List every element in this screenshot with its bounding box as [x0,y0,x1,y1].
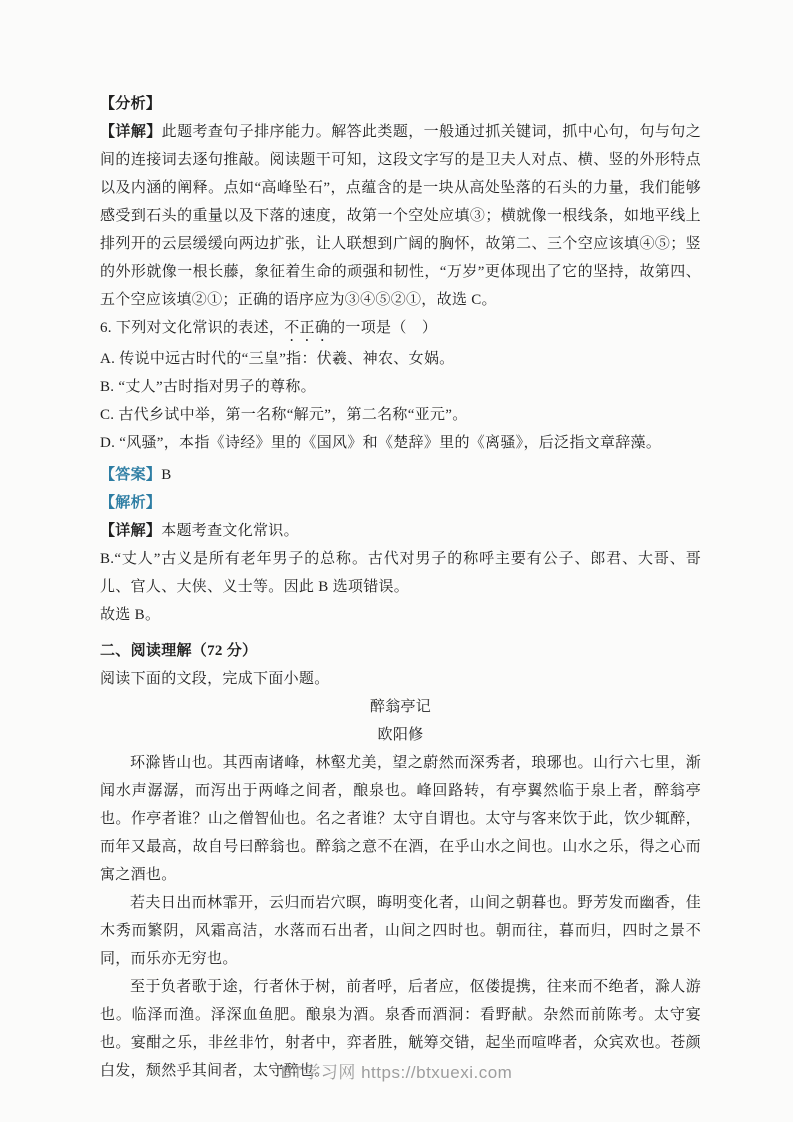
question-conclusion: 故选 B。 [100,607,161,623]
question-detail-intro: 本题考查文化常识。 [161,523,299,539]
essay-title: 醉翁亭记 [369,699,432,715]
analysis-label [100,90,701,118]
essay-paragraph-1: 环滁皆山也。其西南诸峰，林壑尤美，望之蔚然而深秀者，琅琊也。山行六七里，渐闻水声潺潺，而泻出于两峰之间者，酿泉也。峰回路转，有亭翼然临于泉上者，醉翁亭也。作亭者谁？山之僧智仙也。名之者谁？太守自谓也。太守与客来饮于此，饮少辄醉，而年又最高，故自号曰醉翁也。醉翁之意不在酒，在乎山水之间也。山水之乐，得之心而寓之酒也。 [100,755,701,883]
jiexi-label: 【解析】 [100,495,162,511]
essay-paragraph-2: 若夫日出而林霏开，云归而岩穴暝，晦明变化者，山间之朝暮也。野芳发而幽香，佳木秀而繁阴，风霜高洁，水落而石出者，山间之四时也。朝而往，暮而归，四时之景不同，而乐亦无穷也。 [100,895,701,967]
option-a-text: 传说中远古时代的“三皇”指：伏羲、神农、女娲。 [119,351,455,367]
option-b [100,373,701,401]
question-stem-prefix: 下列对文化常识的表述， [115,320,285,336]
option-c [100,401,701,429]
option-b-text: “丈人”古时指对男子的尊称。 [118,379,316,395]
question-stem [100,314,701,345]
option-d-label: D. [100,435,120,451]
analysis-block [100,90,701,314]
essay-author: 欧阳修 [377,727,424,743]
reading-instruction: 阅读下面的文段，完成下面小题。 [100,671,330,687]
analysis-detail-paragraph [100,118,701,314]
question-stem-emphasis: 不正确 [284,320,331,336]
analysis-label-text: 【分析】 [100,96,162,112]
detail-label: 【详解】 [100,124,162,140]
option-d [100,429,701,457]
option-a [100,345,701,373]
option-d-text: “风骚”，本指《诗经》里的《国风》和《楚辞》里的《离骚》，后泛指文章辞藻。 [119,435,662,451]
site-watermark-link[interactable]: BT学习网 https://btxuexi.com [280,1063,513,1082]
option-c-label: C. [100,407,119,423]
reading-section-heading: 二、阅读理解（72 分） [100,643,258,659]
question-detail-label: 【详解】 [100,523,162,539]
option-b-label: B. [100,379,119,395]
option-a-label: A. [100,351,120,367]
answer-line [100,461,701,489]
question-stem-suffix: 的一项是（ ） [330,320,438,336]
essay-paragraph-3: 至于负者歌于途，行者休于树，前者呼，后者应，伛偻提携，往来而不绝者，滁人游也。临泽而渔。泽深血鱼肥。酿泉为酒。泉香而酒洞：看野献。杂然而前陈考。太守宴也。宴酣之乐，非丝非竹，射者中，弈者胜，觥筹交错，起坐而喧哗者，众宾欢也。苍颜白发，颓然乎其间者，太守醉也。 [100,979,701,1079]
question-detail-intro-line [100,517,701,545]
question-number: 6. [100,320,116,336]
question-6-block [100,314,701,629]
detail-text: 此题考查句子排序能力。解答此类题，一般通过抓关键词，抓中心句，句与句之间的连接词去逐句推敲。阅读题干可知，这段文字写的是卫夫人对点、横、竖的外形特点以及内涵的阐释。点如“高峰坠石”，点蕴含的是一块从高处坠落的石头的力量，我们能够感受到石头的重量以及下落的速度，故第一个空处应填③；横就像一根线条，如地平线上排列开的云层缓缓向两边扩张，让人联想到广阔的胸怀，故第二、三个空应该填④⑤；竖的外形就像一根长藤，象征着生命的顽强和韧性，“万岁”更体现出了它的坚持，故第四、五个空应该填②①；正确的语序应为③④⑤②①，故选 C。 [100,124,701,308]
question-detail-body: B.“丈人”古义是所有老年男子的总称。古代对男子的称呼主要有公子、郎君、大哥、哥儿、官人、大侠、义士等。因此 B 选项错误。 [100,551,701,595]
option-c-text: 古代乡试中举，第一名称“解元”，第二名称“亚元”。 [118,407,468,423]
jiexi-line [100,489,701,517]
answer-value: B [161,467,172,483]
reading-section [100,637,701,1085]
answer-label: 【答案】 [100,467,162,483]
